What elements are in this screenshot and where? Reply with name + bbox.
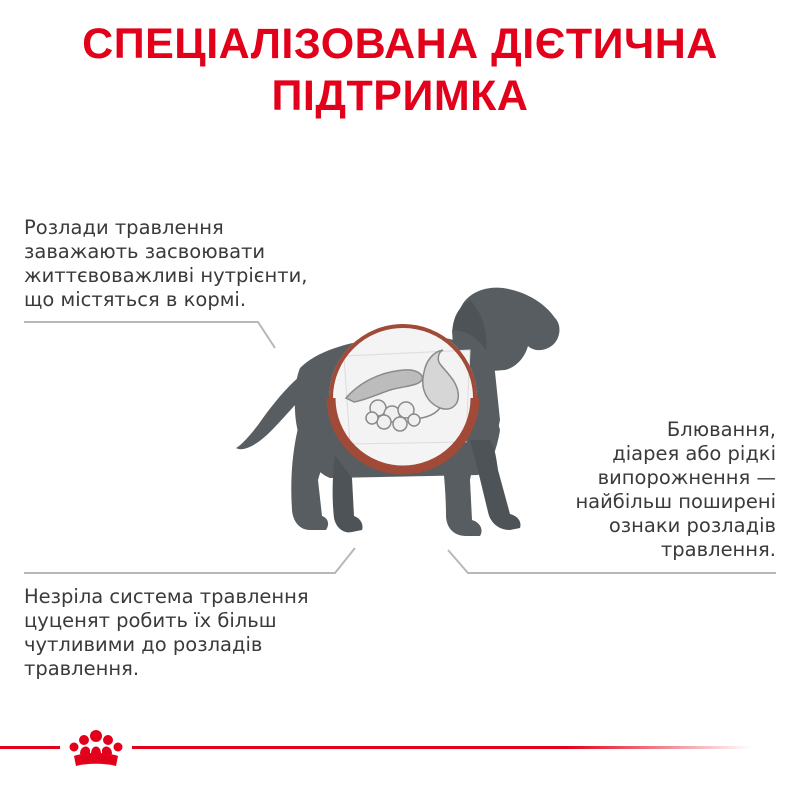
note-line: цуценят робить їх більш	[24, 609, 277, 632]
note-line: Незріла система травлення	[24, 585, 309, 608]
leader-line-right	[448, 550, 776, 573]
note-line: найбільш поширені	[575, 490, 776, 513]
note-line: чутливими до розладів	[24, 633, 263, 656]
royal-canin-crown-logo	[60, 722, 132, 778]
note-line: травлення.	[24, 657, 140, 680]
note-line: життєвоважливі нутрієнти,	[24, 264, 308, 287]
note-line: випорожнення —	[597, 466, 776, 489]
note-line: діарея або рідкі	[612, 442, 776, 465]
title-line-1: СПЕЦІАЛІЗОВАНА ДІЄТИЧНА	[82, 20, 718, 68]
leader-line-top-left	[24, 322, 275, 348]
note-line: Розлади травлення	[24, 216, 224, 239]
note-line: що містяться в кормі.	[24, 288, 247, 311]
leader-line-bottom-left	[24, 548, 355, 573]
note-line: Блювання,	[666, 418, 776, 441]
note-line: ознаки розладів	[608, 514, 776, 537]
digestive-callout	[329, 324, 477, 472]
note-line: травлення.	[660, 538, 776, 561]
title-line-2: ПІДТРИМКА	[271, 72, 529, 120]
note-line: заважають засвоювати	[24, 240, 266, 263]
